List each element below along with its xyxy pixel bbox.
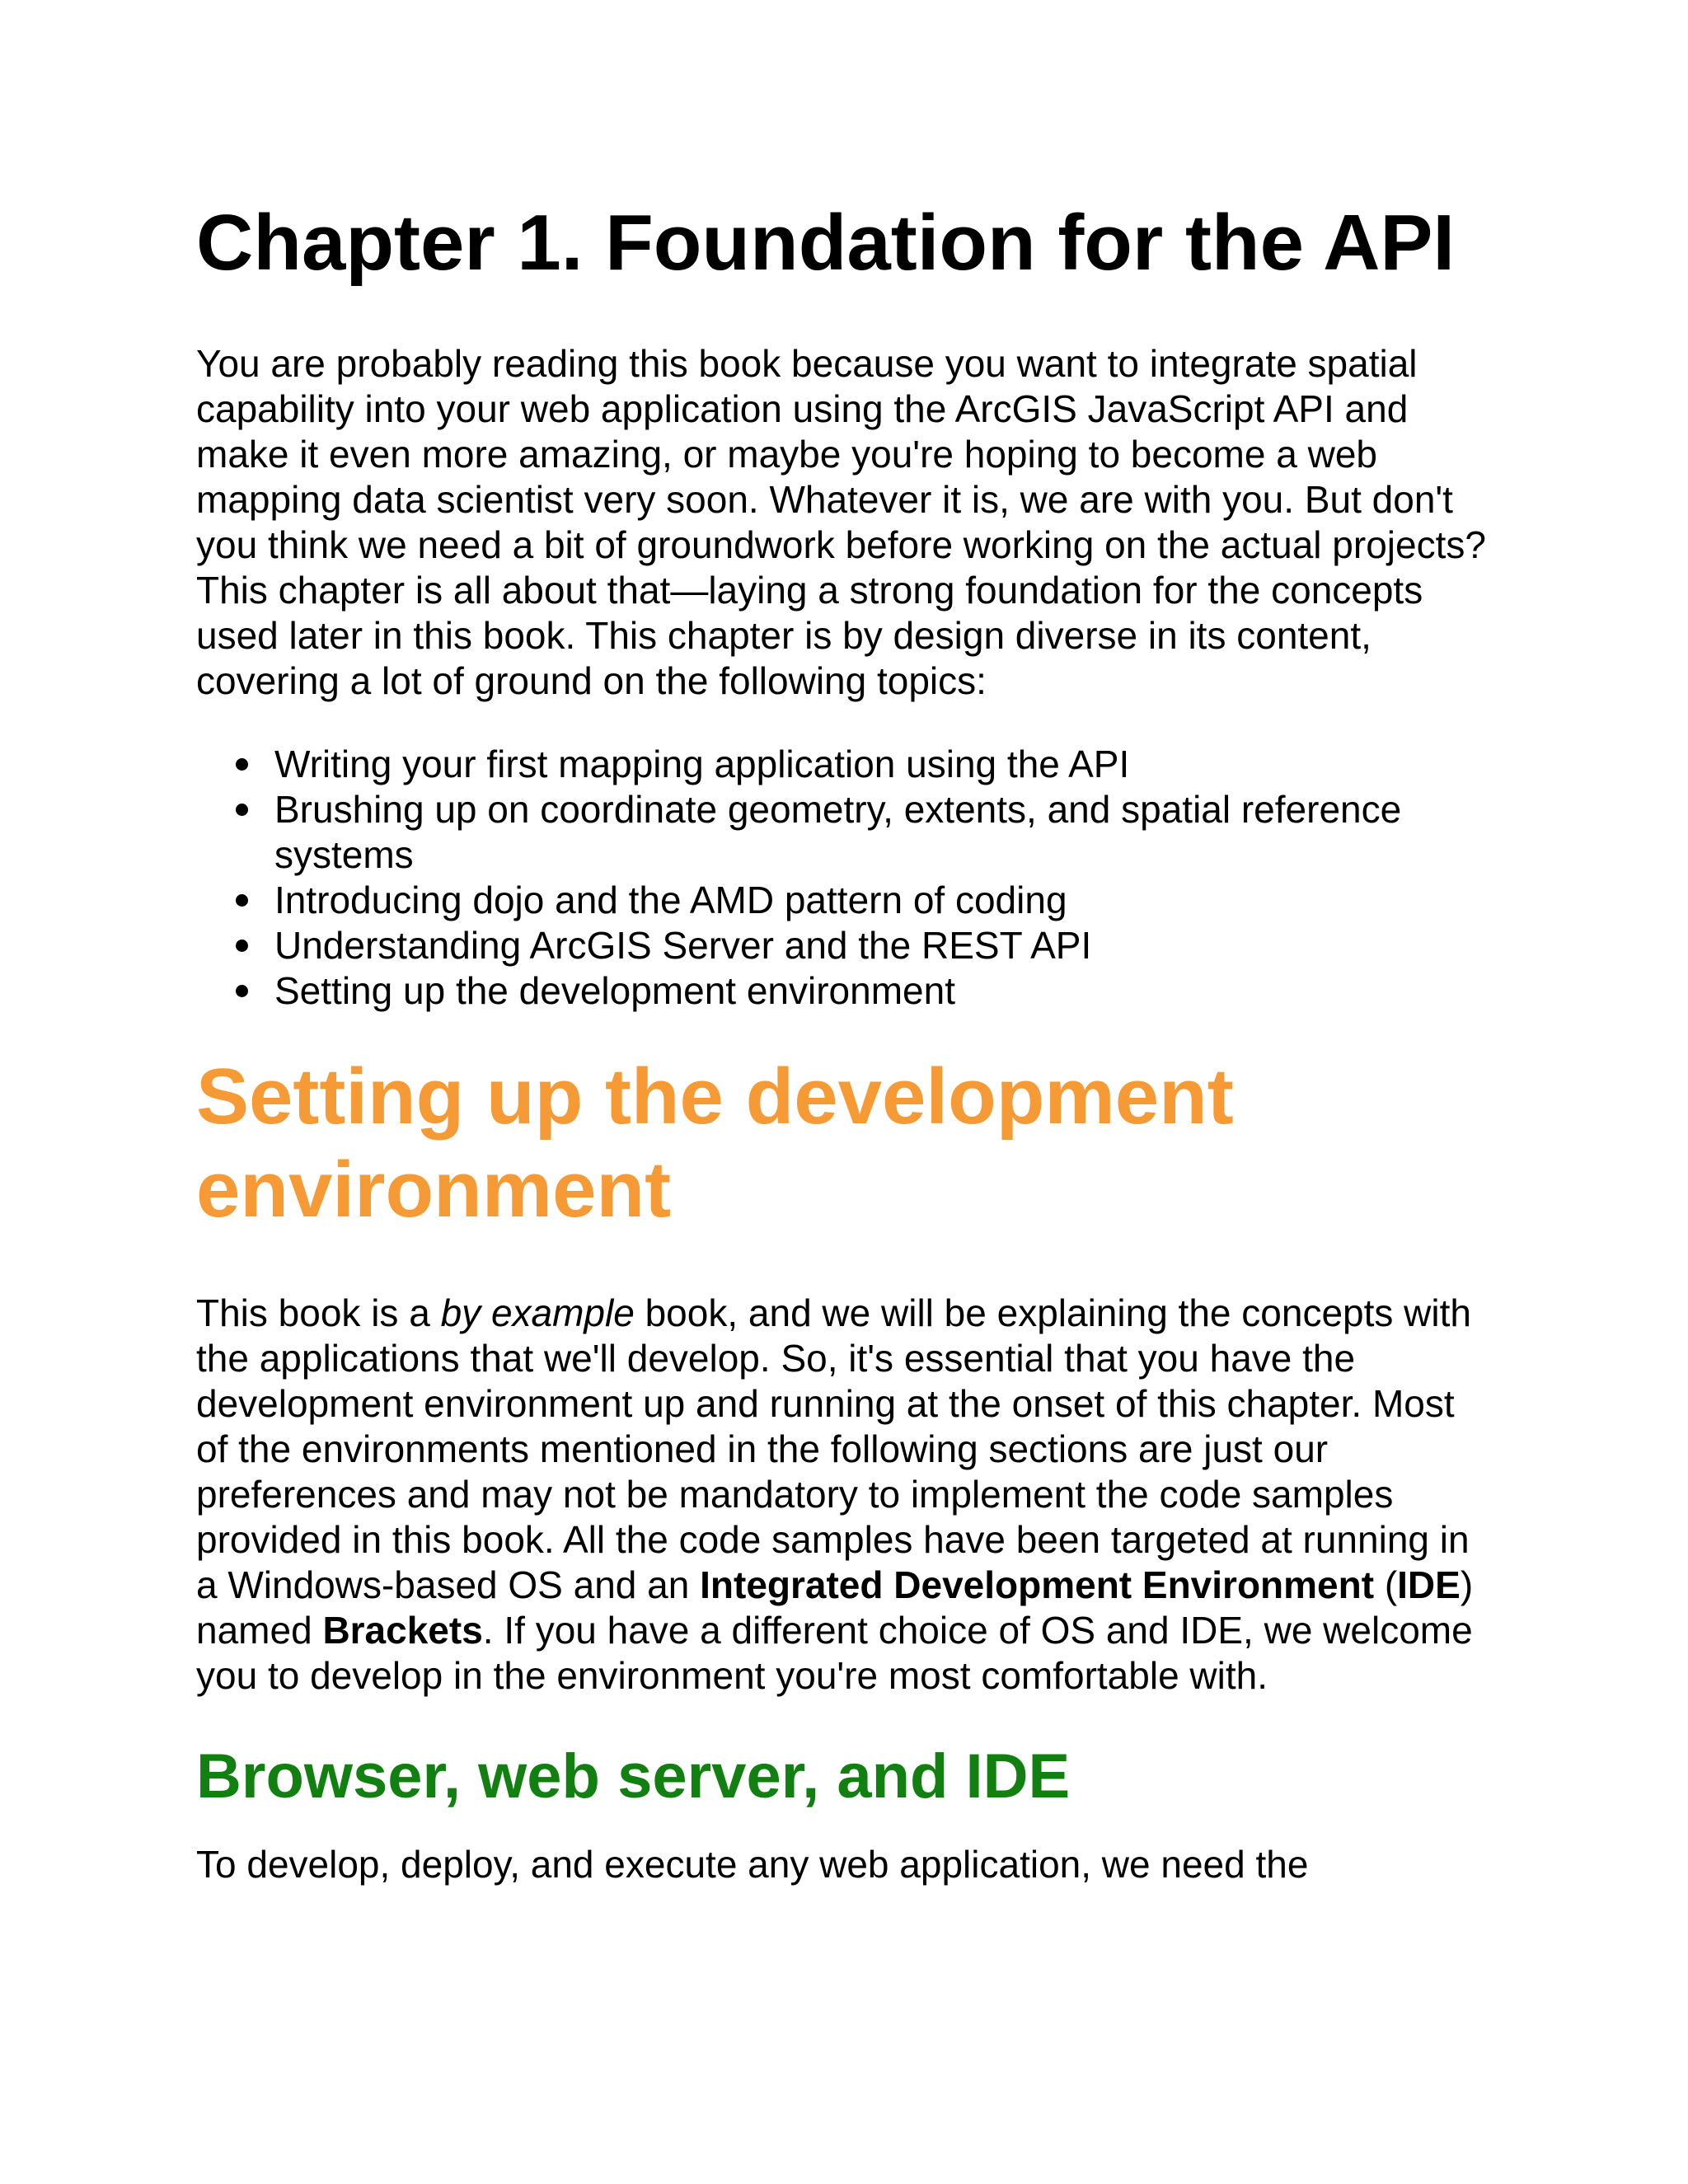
body-text: ( [1374,1563,1398,1606]
chapter-intro-paragraph: You are probably reading this book because you want to integrate spatial capability into your web application using the ArcGIS JavaScript API and make it even more amazing, or maybe you're hoping to become a web mapping data scientist very soon. Whatever it is, we are with you. But don't you think we need a bit of groundwork before working on the actual projects? This chapter is all about that—laying a strong foundation for the concepts used later in this book. This chapter is by design diverse in its content, covering a lot of ground on the following topics: [196,342,1486,702]
list-item [274,923,1492,968]
body-text: . If you have a different choice of OS and IDE, we welcome you to develop in the environment you're most comfortable with. [196,1609,1473,1697]
bullet-icon [236,804,248,816]
bullet-icon [236,985,248,997]
section-heading: Setting up the development environment [196,1052,1234,1234]
list-item [274,878,1492,923]
list-item [274,742,1492,787]
bullet-icon [236,940,248,952]
body-text: ) named [196,1563,1474,1652]
list-item [274,968,1492,1014]
emphasis-text: by example [440,1291,635,1334]
bold-term-ide-full: Integrated Development Environment [700,1563,1375,1606]
bold-term-ide: IDE [1397,1563,1461,1606]
list-item-text: Introducing dojo and the AMD pattern of coding [274,879,1067,921]
subsection-body-paragraph: To develop, deploy, and execute any web application, we need the [196,1843,1309,1886]
chapter-title: Chapter 1. Foundation for the API [196,199,1456,287]
section-body-paragraph [196,1291,1492,1699]
subsection-heading: Browser, web server, and IDE [196,1741,1071,1811]
bold-term-brackets: Brackets [322,1609,483,1652]
list-item-text: Setting up the development environment [274,969,955,1012]
body-text: book, and we will be explaining the concepts with the applications that we'll develop. So, it's essential that you have the development environment up and running at the onset of this chapter. Most of the environments mentioned in the following sections are just our preferences and may not be mandatory to implement the code samples provided in this book. All the code samples have been targeted at running in a Windows-based OS and an [196,1291,1471,1606]
list-item-text: Understanding ArcGIS Server and the REST API [274,924,1092,967]
list-item [274,787,1492,878]
document-page [196,196,1492,1887]
body-text: This book is a [196,1291,441,1334]
bullet-icon [236,758,248,771]
list-item-text: Brushing up on coordinate geometry, extents, and spatial reference systems [274,788,1402,876]
list-item-text: Writing your first mapping application using the API [274,743,1130,785]
topics-list [196,742,1492,1014]
bullet-icon [236,894,248,907]
